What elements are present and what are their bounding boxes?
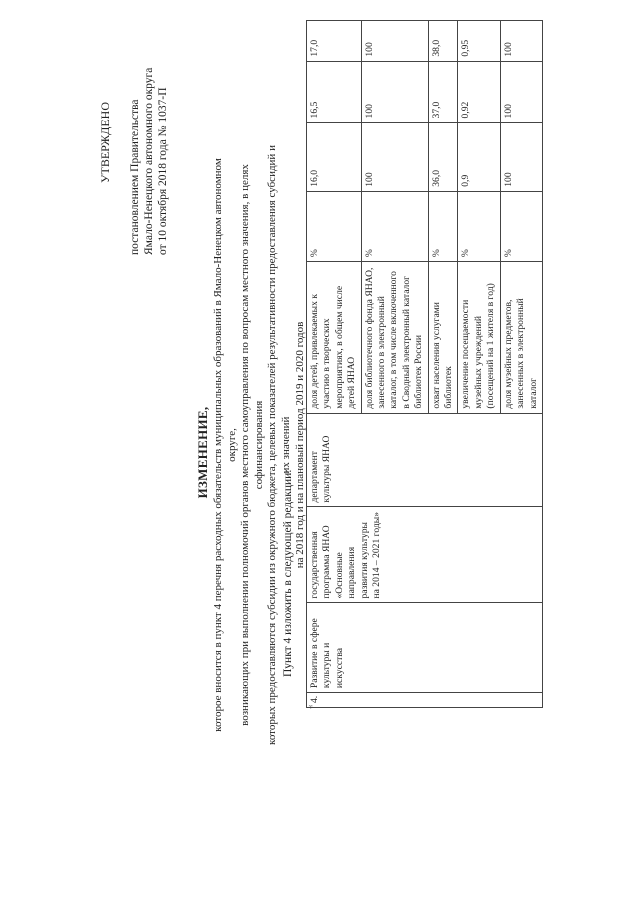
- approval-line-1: постановлением Правительства: [129, 99, 141, 255]
- indicator-cell: доля библиотечного фонда ЯНАО, занесенного в электронный каталог, в том числе включенного в Сводный электронный каталог библиотек России: [361, 262, 428, 413]
- value-2019-cell: 100: [361, 61, 428, 123]
- intro-line-3: которых предоставляются субсидии из окружного бюджета, целевых показателей результативности предоставления субсидий и их значений: [266, 145, 292, 745]
- intro-line-1: которое вносится в пункт 4 перечня расходных обязательств муниципальных образований в Ямало-Ненецком автономном округе,: [212, 158, 238, 732]
- approved-stamp: УТВЕРЖДЕНО: [98, 101, 112, 183]
- approval-line-2: Ямало-Ненецкого автономного округа: [143, 67, 155, 255]
- value-2018-cell: 0,9: [458, 123, 500, 191]
- value-2020-cell: 0,95: [458, 21, 500, 62]
- value-2018-cell: 100: [500, 123, 542, 191]
- clause-text: Пункт 4 изложить в следующей редакции:: [282, 469, 294, 677]
- value-2019-cell: 100: [500, 61, 542, 123]
- intro-line-2: возникающих при выполнении полномочий органов местного самоуправления по вопросам местного значения, в целях софинансирования: [239, 164, 265, 726]
- value-2018-cell: 16,0: [307, 123, 362, 191]
- value-2019-cell: 0,92: [458, 61, 500, 123]
- unit-cell: %: [458, 191, 500, 261]
- value-2019-cell: 37,0: [428, 61, 458, 123]
- value-2020-cell: 17,0: [307, 21, 362, 62]
- sphere-cell: Развитие в сфере культуры и искусства: [307, 603, 543, 693]
- indicator-cell: доля музейных предметов, занесенных в электронный каталог: [500, 262, 542, 413]
- value-2020-cell: 100: [361, 21, 428, 62]
- indicator-cell: увеличение посещаемости музейных учреждений (посещений на 1 жителя в год): [458, 262, 500, 413]
- value-2020-cell: 38,0: [428, 21, 458, 62]
- document-title: ИЗМЕНЕНИЕ,: [195, 406, 210, 499]
- value-2018-cell: 36,0: [428, 123, 458, 191]
- unit-cell: %: [361, 191, 428, 261]
- department-cell: департамент культуры ЯНАО: [307, 413, 543, 507]
- unit-cell: %: [428, 191, 458, 261]
- table-row: [307, 21, 362, 708]
- intro-line-4: на 2018 год и на плановый период 2019 и 2020 годов: [293, 321, 306, 569]
- quote-marker: «: [305, 704, 315, 709]
- value-2018-cell: 100: [361, 123, 428, 191]
- unit-cell: %: [500, 191, 542, 261]
- value-2019-cell: 16,5: [307, 61, 362, 123]
- unit-cell: %: [307, 191, 362, 261]
- row-number-cell: 4.: [307, 693, 543, 708]
- indicator-cell: охват населения услугами библиотек: [428, 262, 458, 413]
- approval-line-3: от 10 октября 2018 года № 1037-П: [157, 87, 169, 255]
- indicator-cell: доля детей, привлекаемых к участию в творческих мероприятиях, в общем числе детей ЯНАО: [307, 262, 362, 413]
- program-cell: государственная программа ЯНАО «Основные направления развития культуры на 2014 – 2021 годы»: [307, 507, 543, 603]
- value-2020-cell: 100: [500, 21, 542, 62]
- obligations-table: [306, 20, 543, 708]
